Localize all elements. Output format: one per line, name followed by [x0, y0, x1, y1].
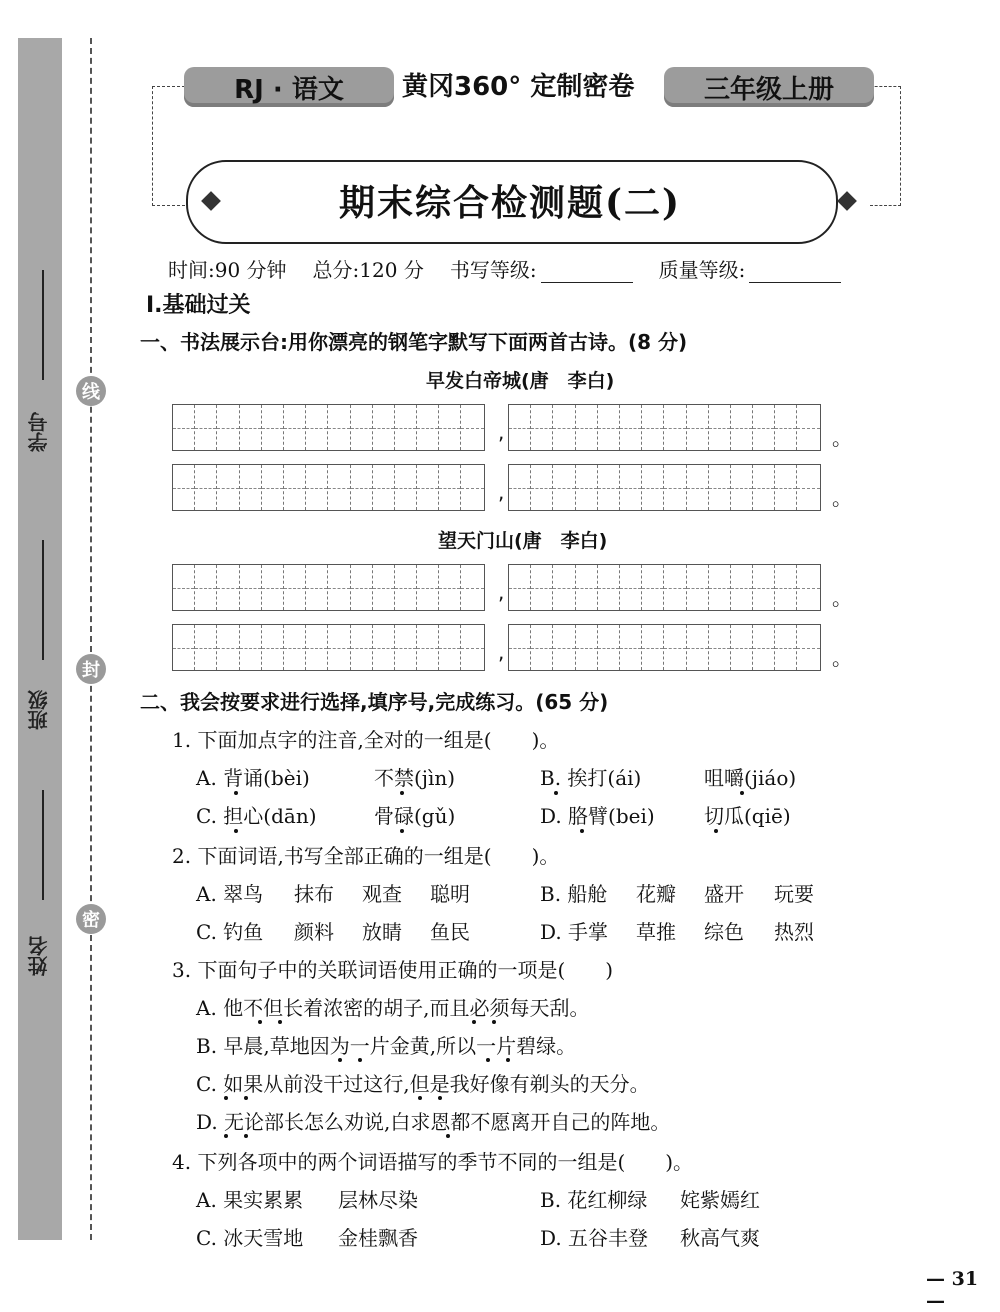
grid-cell[interactable]	[373, 465, 395, 510]
grid-cell[interactable]	[439, 625, 461, 670]
grid-cell[interactable]	[417, 565, 439, 610]
grid-cell[interactable]	[797, 405, 819, 450]
grid-cell[interactable]	[395, 565, 417, 610]
grid-cell[interactable]	[328, 565, 350, 610]
grid-cell[interactable]	[531, 465, 553, 510]
quality-grade-label: 质量等级:	[658, 258, 746, 282]
grid-cell[interactable]	[775, 565, 797, 610]
q2-d-word2: 草推	[636, 920, 676, 944]
exam-meta-row	[168, 254, 867, 283]
seal-feng: 封	[76, 654, 106, 684]
grid-cell[interactable]	[553, 565, 575, 610]
grid-cell[interactable]	[195, 465, 217, 510]
grid-cell[interactable]	[775, 625, 797, 670]
grid-cell[interactable]	[642, 625, 664, 670]
grid-cell[interactable]	[576, 465, 598, 510]
grid-cell[interactable]	[509, 625, 531, 670]
q1-option-d1[interactable]: D. 胳臂(bei)	[540, 804, 655, 828]
grid-cell[interactable]	[351, 625, 373, 670]
grid-comma: ,	[498, 420, 505, 444]
grid-cell[interactable]	[439, 565, 461, 610]
emphasis-dot	[472, 1020, 476, 1024]
q2-d-word4: 热烈	[774, 920, 814, 944]
grid-cell[interactable]	[709, 625, 731, 670]
emphasis-dot	[400, 829, 404, 833]
q2-a-word1[interactable]: A. 翠鸟	[196, 882, 264, 906]
grid-cell[interactable]	[461, 465, 483, 510]
grid-cell[interactable]	[417, 625, 439, 670]
grid-cell[interactable]	[664, 565, 686, 610]
grid-period: 。	[832, 646, 852, 670]
grid-cell[interactable]	[262, 565, 284, 610]
q4-d-word1[interactable]: D. 五谷丰登	[540, 1226, 649, 1250]
emphasis-dot	[244, 1096, 248, 1100]
emphasis-dot	[244, 1134, 248, 1138]
emphasis-dot	[400, 791, 404, 795]
grid-cell[interactable]	[775, 405, 797, 450]
emphasis-dot	[224, 1134, 228, 1138]
q2-b-word1[interactable]: B. 船舱	[540, 882, 608, 906]
grid-cell[interactable]	[576, 625, 598, 670]
q1-option-a1[interactable]: A. 背诵(bèi)	[196, 766, 310, 790]
seal-xian: 线	[76, 376, 106, 406]
emphasis-dot	[580, 829, 584, 833]
grid-cell[interactable]	[417, 405, 439, 450]
grid-cell[interactable]	[262, 465, 284, 510]
q4-a-word1[interactable]: A. 果实累累	[196, 1188, 304, 1212]
section2-heading: 二、我会按要求进行选择,填序号,完成练习。(65 分)	[140, 690, 609, 714]
writing-grid-right[interactable]	[508, 624, 821, 671]
grid-cell[interactable]	[620, 405, 642, 450]
grid-cell[interactable]	[217, 405, 239, 450]
q2-c-word1[interactable]: C. 钓鱼	[196, 920, 264, 944]
grid-cell[interactable]	[531, 405, 553, 450]
grid-cell[interactable]	[553, 405, 575, 450]
q3-option-d[interactable]: D. 无论部长怎么劝说,白求恩都不愿离开自己的阵地。	[196, 1110, 671, 1134]
grid-cell[interactable]	[439, 405, 461, 450]
grid-cell[interactable]	[306, 565, 328, 610]
q2-d-word1[interactable]: D. 手掌	[540, 920, 609, 944]
grade-badge: 三年级上册	[664, 67, 874, 107]
grid-cell[interactable]	[262, 625, 284, 670]
grid-cell[interactable]	[598, 625, 620, 670]
emphasis-dot	[506, 1058, 510, 1062]
part-heading: Ⅰ.基础过关	[146, 293, 251, 318]
header-bracket-left	[152, 86, 185, 206]
emphasis-dot	[278, 1020, 282, 1024]
writing-grade-blank[interactable]	[541, 282, 633, 283]
grid-cell[interactable]	[373, 625, 395, 670]
grid-cell[interactable]	[373, 405, 395, 450]
q1-option-b1[interactable]: B. 挨打(ái)	[540, 766, 642, 790]
writing-grid-left[interactable]	[172, 464, 485, 511]
grid-cell[interactable]	[195, 565, 217, 610]
binding-margin-strip	[18, 38, 62, 1240]
emphasis-dot	[358, 1058, 362, 1062]
grid-cell[interactable]	[351, 465, 373, 510]
grid-cell[interactable]	[217, 465, 239, 510]
student-id-label: 学号	[27, 412, 51, 452]
poem-title-2: 望天门山(唐 李白)	[438, 530, 608, 552]
grid-cell[interactable]	[642, 565, 664, 610]
grid-cell[interactable]	[328, 625, 350, 670]
seal-mi: 密	[76, 904, 106, 934]
grid-cell[interactable]	[284, 625, 306, 670]
emphasis-dot	[446, 1134, 450, 1138]
grid-cell[interactable]	[797, 625, 819, 670]
emphasis-dot	[714, 829, 718, 833]
grid-cell[interactable]	[173, 465, 195, 510]
grid-cell[interactable]	[797, 465, 819, 510]
grid-cell[interactable]	[620, 625, 642, 670]
grid-cell[interactable]	[731, 405, 753, 450]
grid-cell[interactable]	[576, 405, 598, 450]
emphasis-dot	[418, 1096, 422, 1100]
page-number: — 31 —	[926, 1268, 979, 1312]
emphasis-dot	[740, 791, 744, 795]
grid-cell[interactable]	[328, 465, 350, 510]
q1-option-b2: 咀嚼(jiáo)	[704, 766, 797, 790]
grid-cell[interactable]	[351, 405, 373, 450]
grid-cell[interactable]	[395, 405, 417, 450]
grid-cell[interactable]	[620, 565, 642, 610]
q2-b-word2: 花瓣	[636, 882, 676, 906]
grid-cell[interactable]	[395, 465, 417, 510]
writing-grid-left[interactable]	[172, 404, 485, 451]
title-diamond-right	[837, 191, 857, 211]
question-3-stem: 3. 下面句子中的关联词语使用正确的一项是( )	[172, 958, 614, 982]
grid-cell[interactable]	[687, 405, 709, 450]
writing-grade-label: 书写等级:	[449, 258, 537, 282]
quality-grade-blank[interactable]	[749, 282, 841, 283]
class-line-2	[42, 790, 44, 900]
grid-cell[interactable]	[217, 625, 239, 670]
grid-cell[interactable]	[240, 465, 262, 510]
grid-comma: ,	[498, 480, 505, 504]
q2-c-word4: 鱼民	[430, 920, 470, 944]
total-score: 总分:120 分	[312, 258, 424, 282]
emphasis-dot	[234, 791, 238, 795]
grid-cell[interactable]	[195, 405, 217, 450]
grid-cell[interactable]	[395, 625, 417, 670]
grid-cell[interactable]	[709, 565, 731, 610]
grid-cell[interactable]	[461, 565, 483, 610]
grid-cell[interactable]	[531, 565, 553, 610]
q2-b-word3: 盛开	[704, 882, 744, 906]
grid-cell[interactable]	[598, 405, 620, 450]
grid-cell[interactable]	[598, 465, 620, 510]
question-4-stem: 4. 下列各项中的两个词语描写的季节不同的一组是( )。	[172, 1150, 694, 1174]
grid-cell[interactable]	[461, 625, 483, 670]
time-limit: 时间:90 分钟	[168, 258, 287, 282]
class-line[interactable]	[42, 540, 44, 660]
name-label: 姓名	[27, 936, 51, 976]
quality-grade	[659, 254, 842, 283]
emphasis-dot	[258, 1020, 262, 1024]
q1-option-a2: 不禁(jìn)	[374, 766, 456, 790]
grid-cell[interactable]	[284, 405, 306, 450]
grid-cell[interactable]	[687, 565, 709, 610]
grid-cell[interactable]	[217, 565, 239, 610]
grid-cell[interactable]	[664, 625, 686, 670]
q4-d-word2: 秋高气爽	[680, 1226, 760, 1250]
grid-cell[interactable]	[417, 465, 439, 510]
question-2-stem: 2. 下面词语,书写全部正确的一组是( )。	[172, 844, 560, 868]
grid-cell[interactable]	[598, 565, 620, 610]
q4-b-word2: 姹紫嫣红	[680, 1188, 760, 1212]
grid-cell[interactable]	[240, 565, 262, 610]
q2-d-word3: 综色	[704, 920, 744, 944]
q2-a-word2: 抹布	[294, 882, 334, 906]
q2-c-word2: 颜料	[294, 920, 334, 944]
grid-cell[interactable]	[687, 625, 709, 670]
emphasis-dot	[234, 829, 238, 833]
grid-period: 。	[832, 486, 852, 510]
q4-c-word2: 金桂飘香	[338, 1226, 418, 1250]
question-1-stem: 1. 下面加点字的注音,全对的一组是( )。	[172, 728, 560, 752]
grid-comma: ,	[498, 640, 505, 664]
class-label: 班级	[27, 690, 51, 730]
writing-grid-left[interactable]	[172, 564, 485, 611]
q2-b-word4: 玩要	[774, 882, 814, 906]
grid-cell[interactable]	[709, 405, 731, 450]
q1-option-c2: 骨碌(gǔ)	[374, 804, 456, 828]
subject-badge: RJ · 语文	[184, 67, 394, 107]
grid-cell[interactable]	[553, 465, 575, 510]
grid-cell[interactable]	[753, 405, 775, 450]
q2-c-word3: 放睛	[362, 920, 402, 944]
grid-cell[interactable]	[284, 465, 306, 510]
grid-cell[interactable]	[753, 625, 775, 670]
q1-option-d2: 切瓜(qiē)	[704, 804, 791, 828]
grid-cell[interactable]	[509, 405, 531, 450]
writing-grid-right[interactable]	[508, 464, 821, 511]
grid-cell[interactable]	[531, 625, 553, 670]
grid-cell[interactable]	[262, 405, 284, 450]
grid-cell[interactable]	[620, 465, 642, 510]
student-id-line[interactable]	[42, 270, 44, 380]
grid-cell[interactable]	[731, 625, 753, 670]
grid-cell[interactable]	[687, 465, 709, 510]
emphasis-dot	[224, 1096, 228, 1100]
grid-period: 。	[832, 586, 852, 610]
poem-title-1: 早发白帝城(唐 李白)	[426, 370, 615, 392]
q4-c-word1[interactable]: C. 冰天雪地	[196, 1226, 304, 1250]
section1-heading: 一、书法展示台:用你漂亮的钢笔字默写下面两首古诗。(8 分)	[140, 330, 688, 354]
q4-b-word1[interactable]: B. 花红柳绿	[540, 1188, 648, 1212]
q2-a-word4: 聪明	[430, 882, 470, 906]
exam-title: 期末综合检测题(二)	[338, 181, 682, 224]
grid-cell[interactable]	[306, 465, 328, 510]
grid-cell[interactable]	[439, 465, 461, 510]
grid-cell[interactable]	[284, 565, 306, 610]
grid-cell[interactable]	[797, 565, 819, 610]
grid-cell[interactable]	[753, 565, 775, 610]
grid-cell[interactable]	[373, 565, 395, 610]
emphasis-dot	[338, 1058, 342, 1062]
grid-cell[interactable]	[664, 465, 686, 510]
grid-cell[interactable]	[351, 565, 373, 610]
cut-line	[90, 38, 92, 1240]
grid-cell[interactable]	[173, 405, 195, 450]
grid-cell[interactable]	[709, 465, 731, 510]
grid-cell[interactable]	[576, 565, 598, 610]
grid-cell[interactable]	[461, 405, 483, 450]
grid-cell[interactable]	[731, 465, 753, 510]
grid-comma: ,	[498, 580, 505, 604]
header-bracket-right	[870, 86, 901, 206]
q3-option-a[interactable]: A. 他不但长着浓密的胡子,而且必须每天刮。	[196, 996, 590, 1020]
grid-cell[interactable]	[553, 625, 575, 670]
grid-cell[interactable]	[240, 625, 262, 670]
grid-cell[interactable]	[509, 465, 531, 510]
grid-cell[interactable]	[664, 405, 686, 450]
grid-cell[interactable]	[775, 465, 797, 510]
q3-option-c[interactable]: C. 如果从前没干过这行,但是我好像有剃头的天分。	[196, 1072, 650, 1096]
writing-grid-left[interactable]	[172, 624, 485, 671]
grid-cell[interactable]	[642, 465, 664, 510]
grid-cell[interactable]	[240, 405, 262, 450]
grid-cell[interactable]	[509, 565, 531, 610]
q3-option-b[interactable]: B. 早晨,草地因为一片金黄,所以一片碧绿。	[196, 1034, 577, 1058]
writing-grid-right[interactable]	[508, 404, 821, 451]
writing-grid-right[interactable]	[508, 564, 821, 611]
grid-cell[interactable]	[753, 465, 775, 510]
grid-cell[interactable]	[173, 565, 195, 610]
emphasis-dot	[438, 1096, 442, 1100]
grid-cell[interactable]	[173, 625, 195, 670]
emphasis-dot	[492, 1020, 496, 1024]
writing-grade	[450, 254, 633, 283]
grid-cell[interactable]	[731, 565, 753, 610]
grid-cell[interactable]	[306, 625, 328, 670]
q4-a-word2: 层林尽染	[338, 1188, 418, 1212]
q2-a-word3: 观查	[362, 882, 402, 906]
grid-cell[interactable]	[642, 405, 664, 450]
q1-option-c1[interactable]: C. 担心(dān)	[196, 804, 317, 828]
grid-cell[interactable]	[195, 625, 217, 670]
grid-cell[interactable]	[306, 405, 328, 450]
grid-period: 。	[832, 426, 852, 450]
series-name: 黄冈360° 定制密卷	[402, 72, 635, 102]
emphasis-dot	[486, 1058, 490, 1062]
grid-cell[interactable]	[328, 405, 350, 450]
emphasis-dot	[554, 791, 558, 795]
